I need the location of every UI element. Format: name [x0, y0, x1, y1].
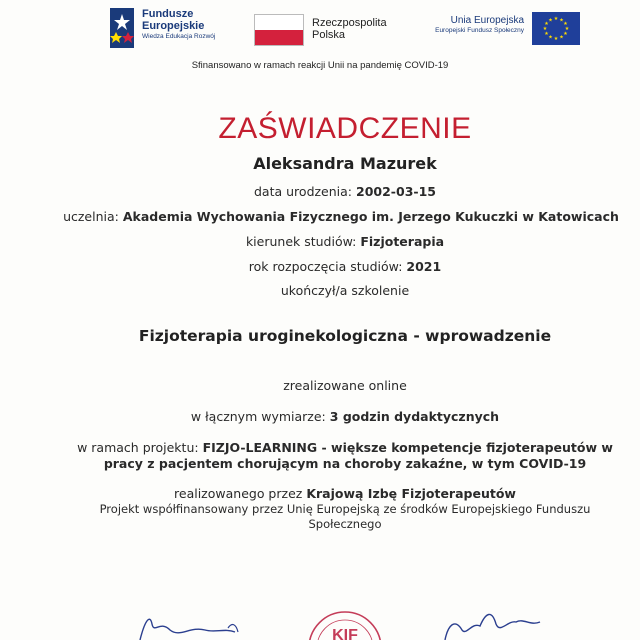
course-title: Fizjoterapia uroginekologiczna - wprowadzenie	[138, 327, 552, 345]
birth-date-value: 2002-03-15	[356, 184, 436, 199]
eu-flag-icon	[532, 12, 580, 45]
field-of-study-label: kierunek studiów:	[245, 234, 357, 249]
svg-text:★: ★	[542, 26, 548, 32]
completed-line: ukończył/a szkolenie	[280, 283, 410, 298]
certificate-title: ZAŚWIADCZENIE	[218, 112, 472, 145]
university-label: uczelnia:	[63, 209, 119, 224]
svg-text:★: ★	[563, 31, 568, 37]
mode-line: zrealizowane online	[283, 378, 407, 393]
signatures-and-stamp	[0, 600, 640, 640]
ue-logo-line2: Europejski Fundusz Społeczny	[435, 26, 524, 34]
ue-logo-text	[428, 16, 524, 34]
svg-text:★: ★	[553, 36, 559, 42]
recipient-name: Aleksandra Mazurek	[253, 154, 437, 173]
birth-date-line	[0, 184, 640, 199]
svg-text:★: ★	[559, 17, 564, 24]
cofinance-line-1: Projekt współfinansowany przez Unię Europejską ze środków Europejskiego Funduszu	[99, 502, 591, 516]
rp-logo-line1: Rzeczpospolita	[312, 17, 387, 29]
svg-text:KIF: KIF	[332, 627, 358, 640]
field-of-study-line	[0, 234, 640, 249]
svg-text:★: ★	[564, 26, 570, 32]
svg-text:★: ★	[563, 21, 568, 27]
start-year-label: rok rozpoczęcia studiów:	[248, 259, 403, 274]
project-line-2	[0, 456, 640, 471]
left-signature	[140, 619, 235, 640]
fe-logo-line3: Wiedza Edukacja Rozwój	[142, 33, 216, 41]
kif-stamp-icon	[309, 612, 381, 640]
svg-text:★: ★	[548, 17, 553, 24]
unia-europejska-logo	[428, 12, 588, 48]
realized-value: Krajową Izbę Fizjoterapeutów	[306, 486, 516, 501]
svg-text:★: ★	[544, 31, 549, 37]
realized-line	[0, 486, 640, 501]
fe-logo-line2: Europejskie	[142, 19, 205, 32]
start-year-line	[0, 259, 640, 274]
svg-text:★: ★	[544, 21, 549, 27]
svg-text:★: ★	[553, 16, 559, 22]
right-signature	[445, 614, 540, 640]
funding-note: Sfinansowano w ramach reakcji Unii na pandemię COVID-19	[191, 60, 449, 71]
rp-logo-text	[312, 18, 387, 41]
svg-text:★: ★	[548, 34, 553, 41]
rp-logo-line2: Polska	[312, 28, 346, 41]
birth-date-label: data urodzenia:	[254, 184, 353, 199]
project-line-1	[0, 440, 640, 455]
rzeczpospolita-polska-logo	[254, 14, 404, 48]
university-value: Akademia Wychowania Fizycznego im. Jerzego Kukuczki w Katowicach	[122, 209, 619, 224]
field-of-study-value: Fizjoterapia	[360, 234, 445, 249]
hours-line	[0, 409, 640, 424]
svg-text:★: ★	[559, 34, 564, 41]
hours-value: 3 godzin dydaktycznych	[329, 409, 500, 424]
project-value-line2: pracy z pacjentem chorującym na choroby zakaźne, w tym COVID-19	[103, 456, 587, 471]
ue-logo-line1: Unia Europejska	[450, 15, 524, 26]
start-year-value: 2021	[406, 259, 442, 274]
cofinance-line-2: Społecznego	[308, 517, 382, 531]
fe-logo-line1: Fundusze	[142, 8, 194, 20]
realized-label: realizowanego przez	[174, 486, 303, 501]
polish-flag-icon	[254, 14, 304, 46]
hours-label: w łącznym wymiarze:	[190, 409, 326, 424]
fe-star-icon	[110, 8, 134, 48]
project-value-line1: FIZJO-LEARNING - większe kompetencje fizjoterapeutów w	[202, 440, 613, 455]
fundusze-europejskie-logo	[110, 8, 230, 50]
fe-logo-text	[142, 9, 215, 41]
project-label: w ramach projektu:	[77, 440, 199, 455]
university-line	[0, 209, 640, 224]
